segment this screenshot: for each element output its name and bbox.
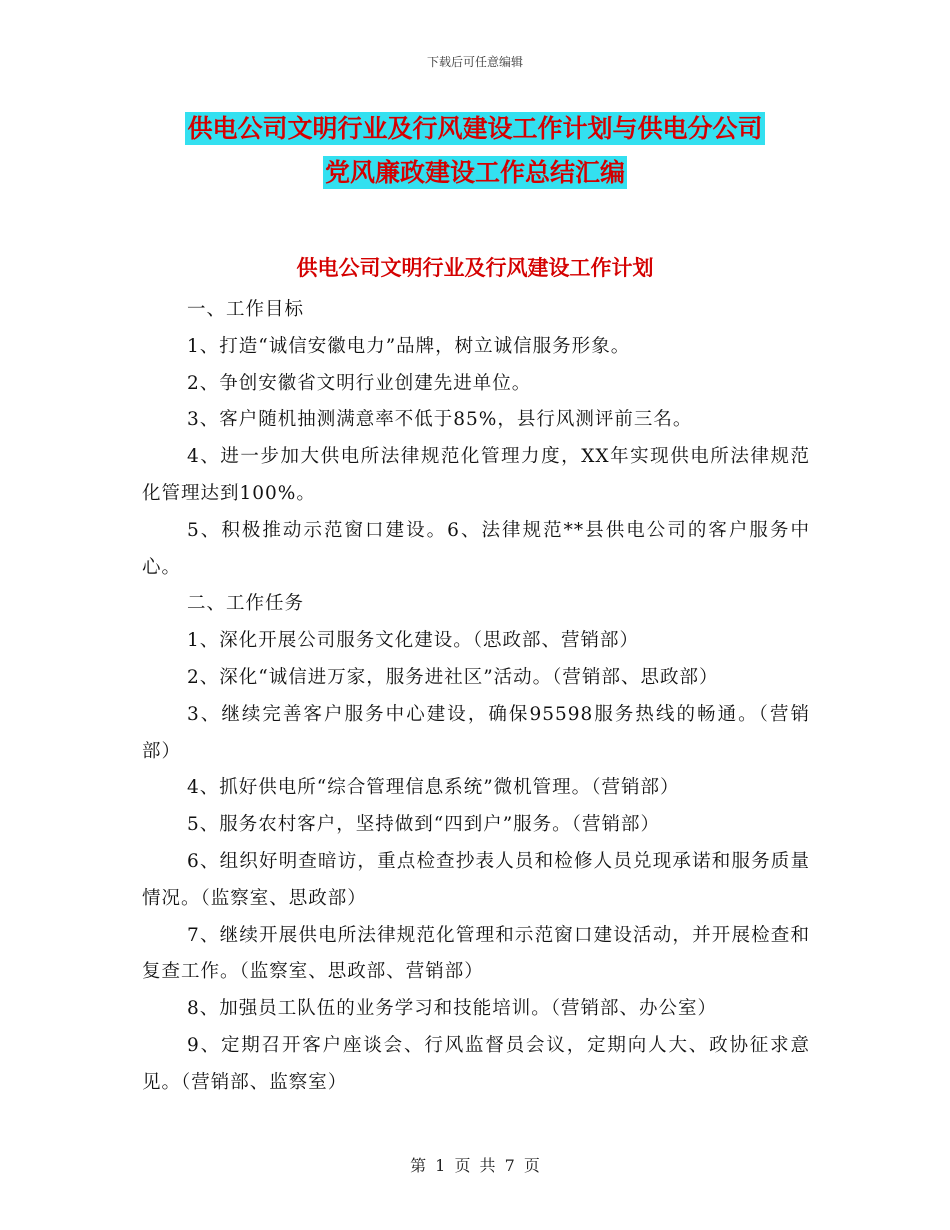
paragraph-task-3: 3、继续完善客户服务中心建设，确保95598服务热线的畅通。（营销部）: [142, 703, 810, 762]
paragraph-goal-5: 5、积极推动示范窗口建设。6、法律规范**县供电公司的客户服务中心。: [142, 519, 810, 578]
page-header-note: 下载后可任意编辑: [426, 55, 523, 69]
paragraph-tasks-heading: 二、工作任务: [187, 593, 305, 615]
paragraph-task-9: 9、定期召开客户座谈会、行风监督员会议，定期向人大、政协征求意见。（营销部、监察室）: [142, 1034, 810, 1093]
document-body: [142, 292, 810, 1102]
paragraph-task-7: 7、继续开展供电所法律规范化管理和示范窗口建设活动，并开展检查和复查工作。（监察室、思政部、营销部）: [142, 924, 810, 983]
document-title-line-1: [0, 114, 950, 144]
paragraph-goal-2: 2、争创安徽省文明行业创建先进单位。: [187, 372, 532, 394]
document-title-line-2-text: 党风廉政建设工作总结汇编: [324, 158, 625, 187]
document-title-line-1-text: 供电公司文明行业及行风建设工作计划与供电分公司: [187, 114, 763, 143]
paragraph-task-2: 2、深化“诚信进万家，服务进社区”活动。（营销部、思政部）: [187, 666, 719, 688]
document-title-line-2: [0, 158, 950, 188]
paragraph-task-5: 5、服务农村客户，坚持做到“四到户”服务。（营销部）: [187, 814, 660, 836]
section-heading: 供电公司文明行业及行风建设工作计划: [296, 256, 654, 280]
paragraph-task-4: 4、抓好供电所“综合管理信息系统”微机管理。（营销部）: [187, 777, 680, 799]
paragraph-task-8: 8、加强员工队伍的业务学习和技能培训。（营销部、办公室）: [187, 998, 718, 1020]
paragraph-goal-4: 4、进一步加大供电所法律规范化管理力度，XX年实现供电所法律规范化管理达到100%。: [142, 446, 810, 504]
paragraph-goal-3: 3、客户随机抽测满意率不低于85%，县行风测评前三名。: [187, 409, 693, 431]
paragraph-goals-heading: 一、工作目标: [187, 299, 305, 320]
paragraph-goal-1: 1、打造“诚信安徽电力”品牌，树立诚信服务形象。: [187, 335, 631, 357]
paragraph-task-6: 6、组织好明查暗访，重点检查抄表人员和检修人员兑现承诺和服务质量情况。（监察室、思政部）: [142, 850, 810, 909]
page-footer: 第 1 页 共 7 页: [410, 1156, 540, 1175]
paragraph-task-1: 1、深化开展公司服务文化建设。（思政部、营销部）: [187, 630, 640, 652]
